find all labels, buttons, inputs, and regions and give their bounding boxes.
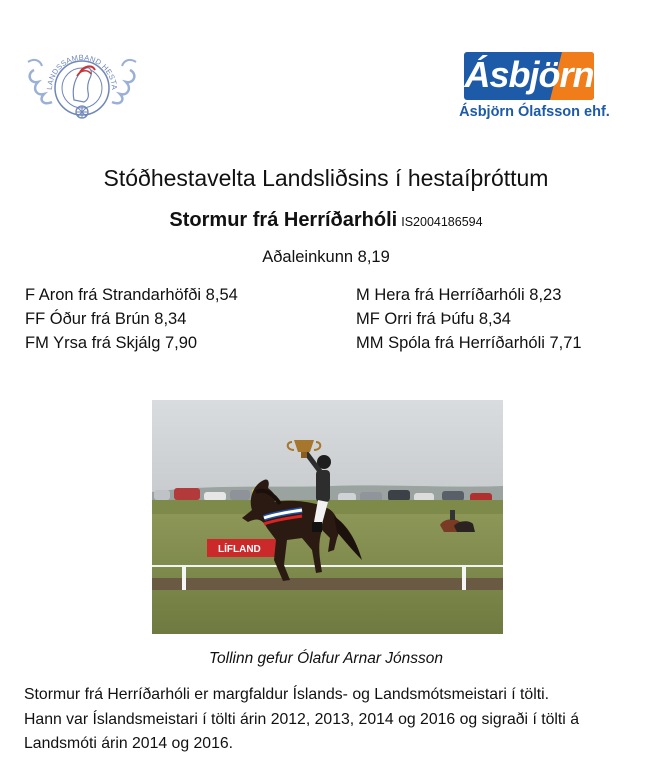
photo-caption: Tollinn gefur Ólafur Arnar Jónsson: [208, 650, 444, 667]
pedigree-sire-dam: FM Yrsa frá Skjálg 7,90: [25, 334, 198, 352]
main-score: Aðaleinkunn 8,19: [262, 248, 390, 266]
lh-emblem-icon: [22, 40, 140, 122]
description-line: Stormur frá Herríðarhóli er margfaldur Íslands- og Landsmótsmeistari í tölti.: [24, 686, 549, 703]
description-line: Hann var Íslandsmeistari í tölti árin 2012, 2013, 2014 og 2016 og sigraði í tölti á: [24, 710, 579, 728]
asbjorn-company-name: Ásbjörn Ólafsson ehf.: [459, 104, 610, 120]
sponsor-banner-text: LÍFLAND: [218, 544, 261, 555]
page-title: Stóðhestavelta Landsliðsins í hestaíþróttum: [103, 165, 549, 191]
description-paragraph: [24, 683, 636, 757]
lh-emblem-text: LANDSSAMBAND HESTA: [44, 52, 120, 91]
pedigree-sire-sire: FF Óður frá Brún 8,34: [25, 310, 187, 328]
horse-name: Stormur frá Herríðarhóli: [169, 209, 398, 231]
horse-registration: IS2004186594: [401, 215, 483, 229]
asbjorn-logo-wordmark: Ásbjörn: [464, 54, 594, 95]
pedigree-sire: F Aron frá Strandarhöfði 8,54: [25, 286, 238, 304]
horse-heading: [0, 209, 652, 232]
horse-photo-image: [152, 400, 503, 634]
lh-emblem-logo: [22, 40, 140, 122]
asbjorn-logo-box: [464, 52, 594, 100]
asbjorn-logo: [452, 52, 617, 124]
pedigree-dam-dam: MM Spóla frá Herríðarhóli 7,71: [356, 334, 582, 352]
description-line: Landsmóti árin 2014 og 2016.: [24, 735, 234, 752]
pedigree-dam-sire: MF Orri frá Þúfu 8,34: [356, 310, 511, 328]
pedigree-dam: M Hera frá Herríðarhóli 8,23: [356, 286, 562, 304]
horse-photo: [152, 400, 503, 634]
